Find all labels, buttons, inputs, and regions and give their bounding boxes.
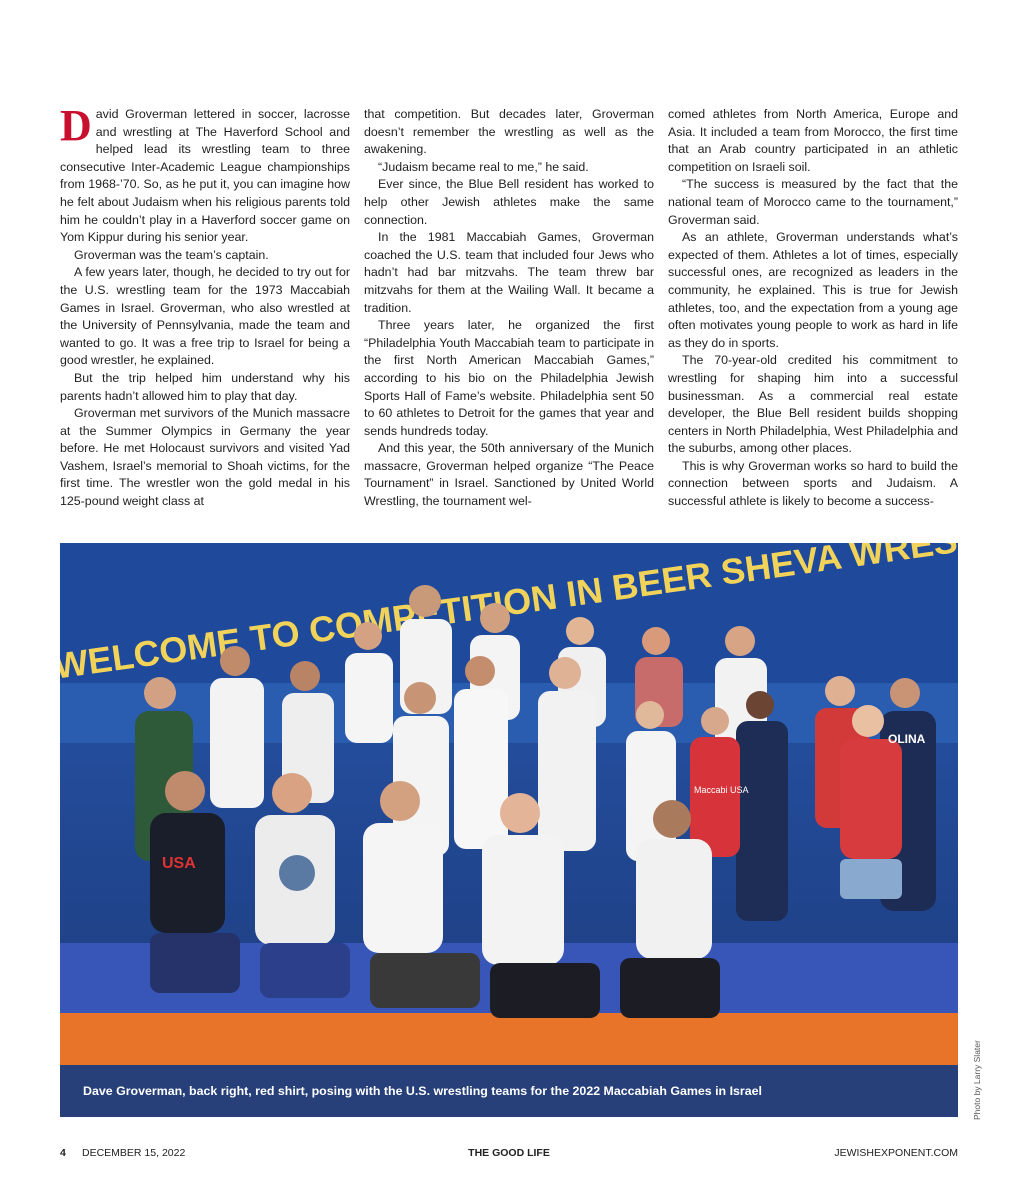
website: JEWISHEXPONENT.COM [834,1147,958,1159]
team-photo [60,543,958,1065]
paragraph: “The success is measured by the fact that the national team of Morocco came to the tournament,” Groverman said. [668,177,958,227]
shirt-text-olina: OLINA [888,732,926,746]
paragraph: This is why Groverman works so hard to build the connection between sports and Judaism. A successful athlete is likely to become a success- [668,458,958,509]
paragraph: But the trip helped him understand why his parents hadn’t allowed him to play that day. [60,370,350,403]
paragraph: comed athletes from North America, Europe and Asia. It included a team from Morocco, the first time that an Arab country participated in an athletic competition on Israeli soil. [668,107,958,174]
paragraph: Ever since, the Blue Bell resident has worked to help other Jewish athletes make the same connection. [364,177,654,227]
photo-illustration [60,543,958,1065]
paragraph: “Judaism became real to me,” he said. [378,159,589,174]
paragraph: David Groverman lettered in soccer, lacrosse and wrestling at The Haverford School and helped lead its wrestling team to three consecutive Inter-Academic League championships from 1968-’70. So, as he put it, you can imagine how he felt about Judaism when his religious parents told him he couldn’t play in a Haverford soccer game on Yom Kippur during his senior year. [60,101,350,245]
shirt-text-maccabi: Maccabi USA [694,785,749,795]
paragraph: As an athlete, Groverman understands what’s expected of them. Athletes a lot of times, especially successful ones, are recognized as leaders in the community, he explained. This is true for Jewish athletes, too, and the expectation from a young age often motivates young people to work as hard in life as they do in sports. [668,230,958,350]
photo-caption: Dave Groverman, back right, red shirt, posing with the U.S. wrestling teams for the 2022 Maccabiah Games in Israel [60,1065,958,1117]
article-column-1 [60,101,350,516]
shirt-text-usa: USA [162,855,196,872]
mat-orange [60,1013,958,1065]
paragraph: Groverman was the team’s captain. [74,247,269,262]
paragraph: A few years later, though, he decided to try out for the U.S. wrestling team for the 1973 Maccabiah Games in Israel. Groverman, who also wrestled at the University of Pennsylvania, made the team and wanted to go. It was a free trip to Israel for being a good wrestler, he explained. [60,265,350,368]
banner-text: WELCOME TO IN BEER SHEVA [60,543,843,687]
paragraph: Three years later, he organized the first “Philadelphia Youth Maccabiah team to participate in the first North American Maccabiah Games,” according to his bio on the Philadelphia Jewish Sports Hall of Fame’s website. Philadelphia sent 50 to 60 athletes to Detroit for the games that year and sends hundreds today. [364,318,654,438]
issue-date: DECEMBER 15, 2022 [82,1147,186,1159]
article-column-3 [668,106,958,516]
photo-credit: Photo by Larry Slater [972,1040,982,1120]
paragraph: In the 1981 Maccabiah Games, Groverman coached the U.S. team that included four Jews who hadn’t had bar mitzvahs. The team threw bar mitzvahs for them at the Wailing Wall. It became a tradition. [364,230,654,315]
page-number: 4 [60,1147,66,1159]
paragraph: Groverman met survivors of the Munich massacre at the Summer Olympics in Germany the year before. He met Holocaust survivors and visited Yad Vashem, Israel’s memorial to Shoah victims, for the first time. The wrestler won the gold medal in his 125-pound weight class at [60,406,350,509]
paragraph: And this year, the 50th anniversary of the Munich massacre, Groverman helped organize “The Peace Tournament” in Israel. Sanctioned by United World Wrestling, the tournament wel- [364,441,654,509]
team-photo-figure [60,543,958,1117]
article-column-2 [364,106,654,516]
section-name: THE GOOD LIFE [468,1147,550,1159]
page-footer [60,1147,958,1161]
paragraph: that competition. But decades later, Groverman doesn’t remember the wrestling as well as the awakening. [364,107,654,157]
article-body [60,101,958,516]
paragraph: The 70-year-old credited his commitment to wrestling for shaping him into a successful businessman. As a commercial real estate developer, the Blue Bell resident builds shopping centers in North Philadelphia, West Philadelphia and the suburbs, among other places. [668,353,958,456]
drop-cap: D [60,101,92,150]
